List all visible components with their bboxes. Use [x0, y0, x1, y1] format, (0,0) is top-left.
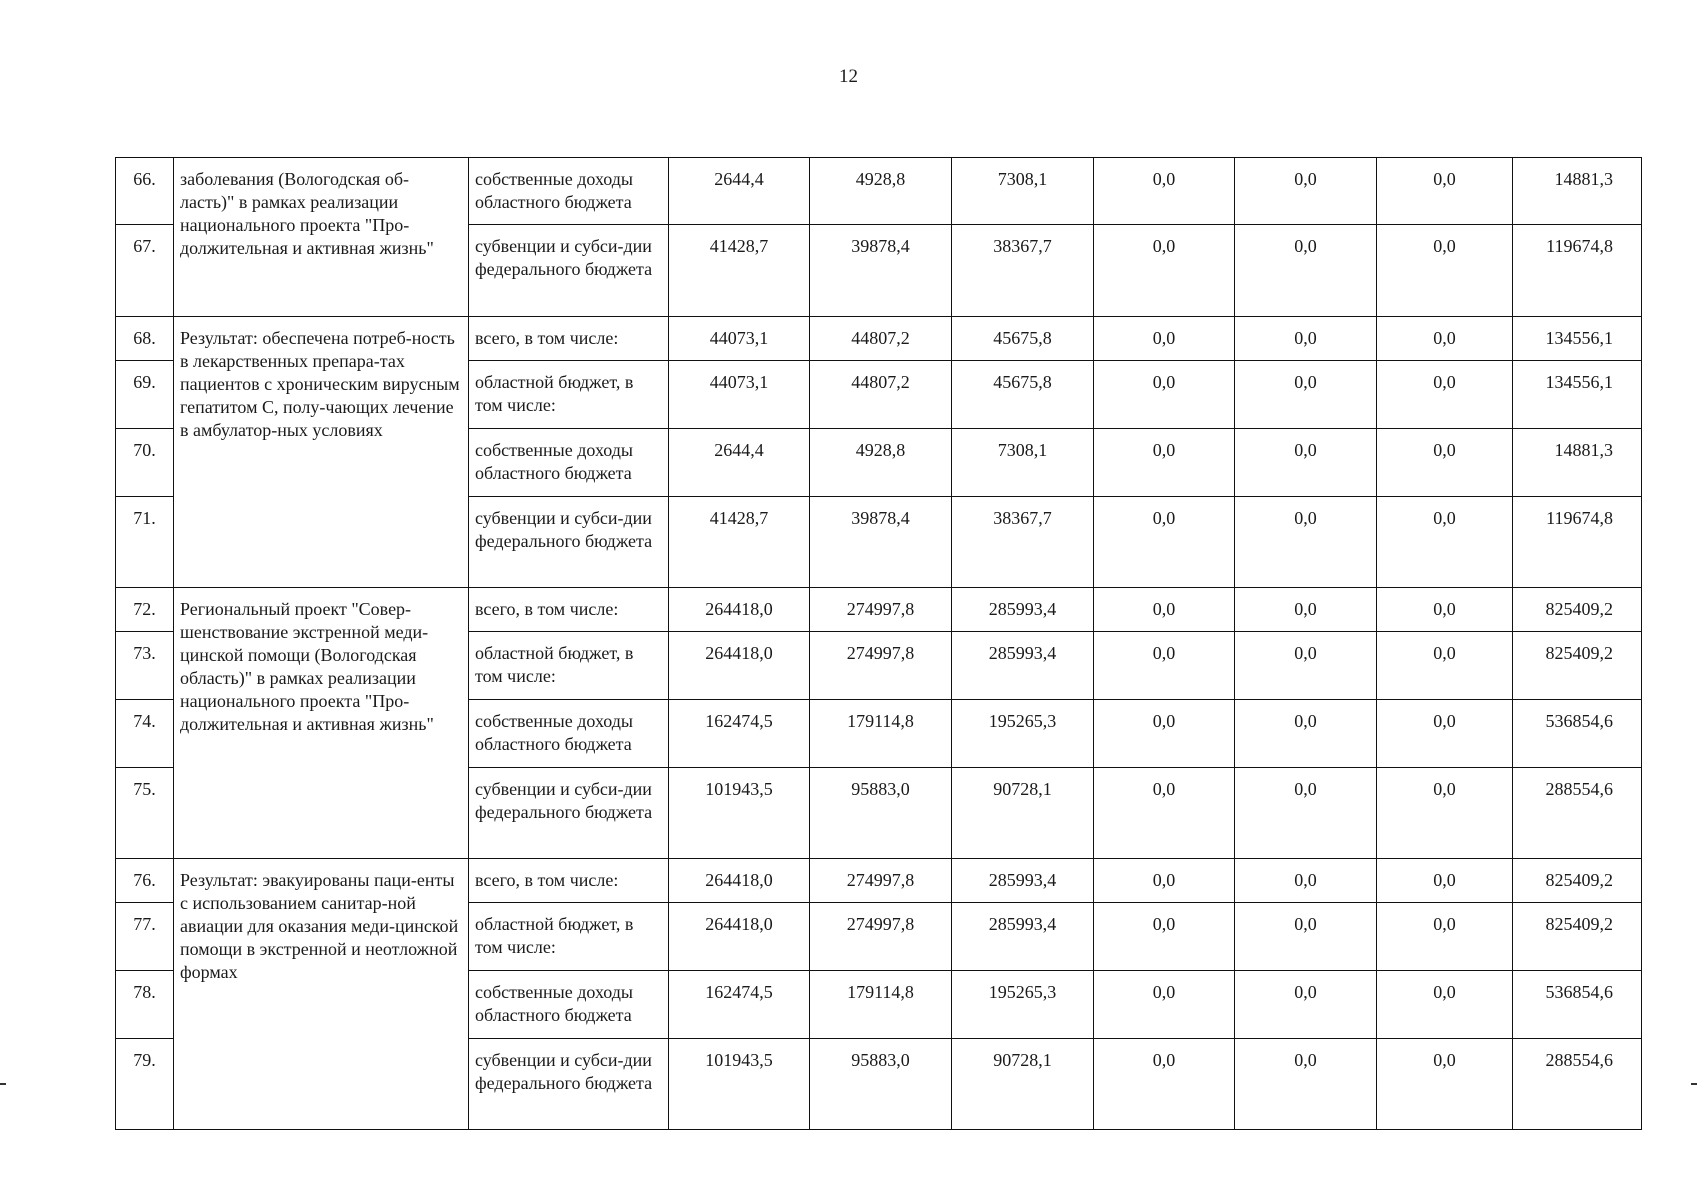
- funding-source: субвенции и субси-дии федерального бюджета: [469, 768, 669, 859]
- total-value: 288554,6: [1513, 768, 1642, 859]
- year-value: 0,0: [1235, 497, 1377, 588]
- year-value: 44807,2: [810, 317, 952, 361]
- year-value: 0,0: [1377, 768, 1513, 859]
- funding-source: собственные доходы областного бюджета: [469, 700, 669, 768]
- total-value: 825409,2: [1513, 859, 1642, 903]
- year-value: 0,0: [1094, 497, 1235, 588]
- group-description: Результат: эвакуированы паци-енты с использованием санитар-ной авиации для оказания меди-цинской помощи в экстренной и неотложной формах: [174, 859, 469, 1130]
- year-value: 45675,8: [952, 361, 1094, 429]
- year-value: 0,0: [1235, 158, 1377, 225]
- year-value: 162474,5: [669, 700, 810, 768]
- row-number: 78.: [116, 971, 174, 1039]
- year-value: 38367,7: [952, 225, 1094, 317]
- year-value: 0,0: [1235, 588, 1377, 632]
- year-value: 179114,8: [810, 700, 952, 768]
- row-number: 79.: [116, 1039, 174, 1130]
- row-number: 73.: [116, 632, 174, 700]
- funding-source: субвенции и субси-дии федерального бюджета: [469, 1039, 669, 1130]
- funding-source: собственные доходы областного бюджета: [469, 158, 669, 225]
- year-value: 195265,3: [952, 971, 1094, 1039]
- year-value: 0,0: [1235, 1039, 1377, 1130]
- row-number: 70.: [116, 429, 174, 497]
- year-value: 0,0: [1094, 903, 1235, 971]
- year-value: 0,0: [1094, 632, 1235, 700]
- year-value: 0,0: [1094, 361, 1235, 429]
- year-value: 101943,5: [669, 768, 810, 859]
- year-value: 274997,8: [810, 588, 952, 632]
- year-value: 179114,8: [810, 971, 952, 1039]
- funding-source: всего, в том числе:: [469, 588, 669, 632]
- total-value: 134556,1: [1513, 361, 1642, 429]
- total-value: 825409,2: [1513, 632, 1642, 700]
- year-value: 0,0: [1235, 768, 1377, 859]
- row-number: 68.: [116, 317, 174, 361]
- year-value: 0,0: [1377, 497, 1513, 588]
- year-value: 41428,7: [669, 497, 810, 588]
- year-value: 0,0: [1377, 429, 1513, 497]
- year-value: 0,0: [1235, 971, 1377, 1039]
- page-number: 12: [839, 66, 858, 87]
- year-value: 0,0: [1094, 317, 1235, 361]
- row-number: 72.: [116, 588, 174, 632]
- total-value: 119674,8: [1513, 497, 1642, 588]
- year-value: 39878,4: [810, 497, 952, 588]
- year-value: 0,0: [1235, 429, 1377, 497]
- year-value: 0,0: [1377, 700, 1513, 768]
- year-value: 2644,4: [669, 429, 810, 497]
- year-value: 0,0: [1094, 971, 1235, 1039]
- total-value: 536854,6: [1513, 700, 1642, 768]
- funding-source: областной бюджет, в том числе:: [469, 361, 669, 429]
- total-value: 14881,3: [1513, 429, 1642, 497]
- year-value: 0,0: [1377, 158, 1513, 225]
- year-value: 101943,5: [669, 1039, 810, 1130]
- total-value: 536854,6: [1513, 971, 1642, 1039]
- year-value: 0,0: [1235, 859, 1377, 903]
- row-number: 69.: [116, 361, 174, 429]
- year-value: 0,0: [1377, 632, 1513, 700]
- year-value: 274997,8: [810, 903, 952, 971]
- year-value: 38367,7: [952, 497, 1094, 588]
- year-value: 0,0: [1094, 1039, 1235, 1130]
- year-value: 264418,0: [669, 859, 810, 903]
- year-value: 0,0: [1377, 971, 1513, 1039]
- year-value: 0,0: [1377, 588, 1513, 632]
- total-value: 134556,1: [1513, 317, 1642, 361]
- year-value: 0,0: [1377, 1039, 1513, 1130]
- funding-source: всего, в том числе:: [469, 859, 669, 903]
- year-value: 0,0: [1094, 768, 1235, 859]
- year-value: 0,0: [1235, 700, 1377, 768]
- year-value: 0,0: [1094, 700, 1235, 768]
- row-number: 75.: [116, 768, 174, 859]
- total-value: 825409,2: [1513, 588, 1642, 632]
- year-value: 0,0: [1094, 859, 1235, 903]
- row-number: 71.: [116, 497, 174, 588]
- year-value: 90728,1: [952, 768, 1094, 859]
- year-value: 2644,4: [669, 158, 810, 225]
- year-value: 264418,0: [669, 903, 810, 971]
- year-value: 274997,8: [810, 632, 952, 700]
- total-value: 119674,8: [1513, 225, 1642, 317]
- year-value: 0,0: [1235, 903, 1377, 971]
- group-description: заболевания (Вологодская об-ласть)" в рамках реализации национального проекта "Про-должительная и активная жизнь": [174, 158, 469, 317]
- funding-source: субвенции и субси-дии федерального бюджета: [469, 225, 669, 317]
- total-value: 288554,6: [1513, 1039, 1642, 1130]
- year-value: 0,0: [1094, 225, 1235, 317]
- year-value: 0,0: [1235, 317, 1377, 361]
- year-value: 4928,8: [810, 429, 952, 497]
- row-number: 76.: [116, 859, 174, 903]
- row-number: 74.: [116, 700, 174, 768]
- year-value: 0,0: [1377, 225, 1513, 317]
- year-value: 285993,4: [952, 903, 1094, 971]
- funding-source: областной бюджет, в том числе:: [469, 632, 669, 700]
- table-row: [116, 588, 1642, 632]
- year-value: 274997,8: [810, 859, 952, 903]
- year-value: 162474,5: [669, 971, 810, 1039]
- year-value: 95883,0: [810, 768, 952, 859]
- year-value: 0,0: [1094, 588, 1235, 632]
- year-value: 0,0: [1235, 361, 1377, 429]
- margin-tick-right: [1691, 1083, 1697, 1085]
- year-value: 39878,4: [810, 225, 952, 317]
- year-value: 0,0: [1377, 903, 1513, 971]
- funding-source: субвенции и субси-дии федерального бюджета: [469, 497, 669, 588]
- margin-tick-left: [0, 1083, 6, 1085]
- row-number: 77.: [116, 903, 174, 971]
- year-value: 285993,4: [952, 859, 1094, 903]
- table-row: [116, 317, 1642, 361]
- year-value: 0,0: [1094, 429, 1235, 497]
- year-value: 285993,4: [952, 588, 1094, 632]
- year-value: 44073,1: [669, 361, 810, 429]
- year-value: 7308,1: [952, 429, 1094, 497]
- year-value: 264418,0: [669, 588, 810, 632]
- year-value: 95883,0: [810, 1039, 952, 1130]
- funding-source: областной бюджет, в том числе:: [469, 903, 669, 971]
- funding-source: всего, в том числе:: [469, 317, 669, 361]
- total-value: 825409,2: [1513, 903, 1642, 971]
- year-value: 0,0: [1377, 859, 1513, 903]
- year-value: 264418,0: [669, 632, 810, 700]
- year-value: 0,0: [1094, 158, 1235, 225]
- year-value: 4928,8: [810, 158, 952, 225]
- year-value: 0,0: [1377, 361, 1513, 429]
- year-value: 0,0: [1235, 225, 1377, 317]
- group-description: Региональный проект "Совер-шенствование экстренной меди-цинской помощи (Вологодская область)" в рамках реализации национального проекта "Про-должительная и активная жизнь": [174, 588, 469, 859]
- year-value: 7308,1: [952, 158, 1094, 225]
- year-value: 90728,1: [952, 1039, 1094, 1130]
- row-number: 66.: [116, 158, 174, 225]
- year-value: 0,0: [1377, 317, 1513, 361]
- year-value: 195265,3: [952, 700, 1094, 768]
- funding-source: собственные доходы областного бюджета: [469, 971, 669, 1039]
- year-value: 45675,8: [952, 317, 1094, 361]
- year-value: 44807,2: [810, 361, 952, 429]
- year-value: 0,0: [1235, 632, 1377, 700]
- budget-table: [115, 157, 1642, 1130]
- table-row: [116, 859, 1642, 903]
- group-description: Результат: обеспечена потреб-ность в лекарственных препара-тах пациентов с хроническим вирусным гепатитом С, полу-чающих лечение в амбулатор-ных условиях: [174, 317, 469, 588]
- total-value: 14881,3: [1513, 158, 1642, 225]
- year-value: 285993,4: [952, 632, 1094, 700]
- funding-source: собственные доходы областного бюджета: [469, 429, 669, 497]
- year-value: 41428,7: [669, 225, 810, 317]
- year-value: 44073,1: [669, 317, 810, 361]
- table-row: [116, 158, 1642, 225]
- row-number: 67.: [116, 225, 174, 317]
